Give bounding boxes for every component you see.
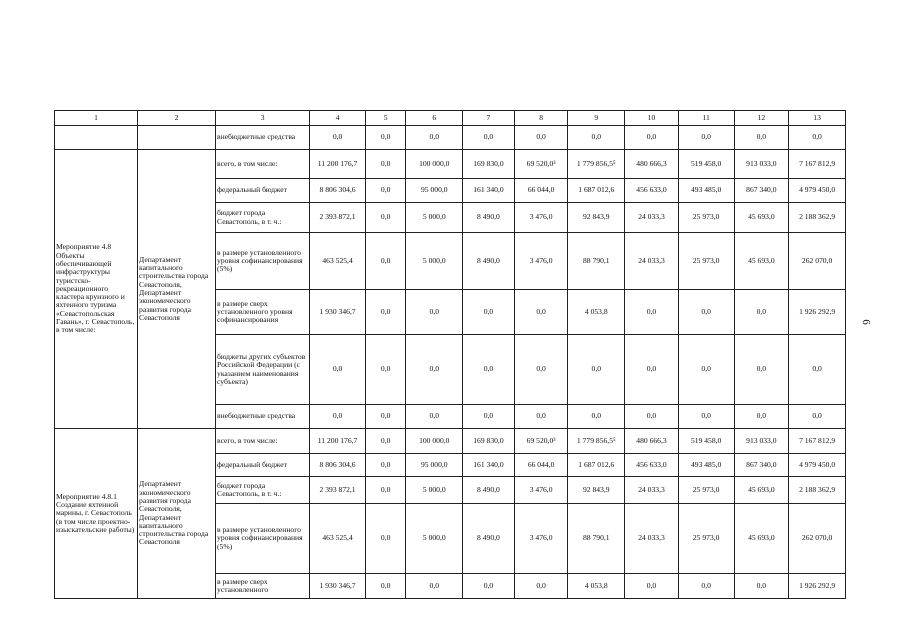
measure-name-cell: Мероприятие 4.8.1 Создание яхтенной марины, г. Севастополь (в том числе проектно-изыскательские работы)	[55, 429, 138, 599]
value-cell: 0,0	[678, 574, 734, 599]
value-cell: 5 000,0	[406, 504, 463, 574]
value-cell: 1 779 856,5⁵	[568, 150, 625, 179]
value-cell: 8 806 304,6	[310, 179, 366, 203]
header-cell: 2	[138, 111, 216, 126]
value-cell: 0,0	[625, 335, 679, 405]
value-cell: 519 458,0	[678, 150, 734, 179]
value-cell: 0,0	[365, 126, 406, 150]
value-cell: 2 393 872,1	[310, 203, 366, 233]
value-cell: 8 490,0	[463, 477, 515, 504]
value-cell: 5 000,0	[406, 203, 463, 233]
funding-source-cell: федеральный бюджет	[216, 179, 310, 203]
value-cell: 7 167 812,9	[789, 429, 846, 454]
header-cell: 6	[406, 111, 463, 126]
value-cell: 25 973,0	[678, 203, 734, 233]
value-cell: 0,0	[678, 290, 734, 335]
value-cell: 0,0	[678, 126, 734, 150]
value-cell: 92 843,9	[568, 203, 625, 233]
value-cell: 0,0	[365, 429, 406, 454]
value-cell: 0,0	[463, 126, 515, 150]
value-cell: 0,0	[406, 574, 463, 599]
value-cell: 0,0	[625, 290, 679, 335]
value-cell: 0,0	[678, 335, 734, 405]
value-cell: 8 490,0	[463, 504, 515, 574]
value-cell: 0,0	[734, 574, 789, 599]
value-cell: 8 806 304,6	[310, 454, 366, 477]
funding-source-cell: бюджеты других субъектов Российской Федерации (с указанием наименования субъекта)	[216, 335, 310, 405]
value-cell: 3 476,0	[514, 203, 568, 233]
value-cell: 867 340,0	[734, 454, 789, 477]
table-row	[55, 150, 846, 179]
value-cell: 0,0	[310, 335, 366, 405]
value-cell: 0,0	[365, 477, 406, 504]
value-cell: 867 340,0	[734, 179, 789, 203]
page-number: 6	[859, 319, 872, 325]
value-cell: 0,0	[789, 126, 846, 150]
value-cell: 25 973,0	[678, 477, 734, 504]
value-cell: 0,0	[365, 290, 406, 335]
header-cell: 12	[734, 111, 789, 126]
value-cell: 0,0	[514, 335, 568, 405]
value-cell: 4 053,8	[568, 574, 625, 599]
header-row	[55, 111, 846, 126]
department-cell: Департамент капитального строительства города Севастополя, Департамент экономического развития города Севастополя	[138, 150, 216, 429]
value-cell: 69 520,0³	[514, 150, 568, 179]
value-cell: 262 070,0	[789, 504, 846, 574]
value-cell: 0,0	[365, 335, 406, 405]
budget-table	[54, 110, 846, 599]
header-cell: 5	[365, 111, 406, 126]
header-cell: 3	[216, 111, 310, 126]
value-cell: 1 930 346,7	[310, 290, 366, 335]
value-cell: 25 973,0	[678, 233, 734, 290]
value-cell: 95 000,0	[406, 454, 463, 477]
value-cell: 0,0	[568, 126, 625, 150]
header-cell: 13	[789, 111, 846, 126]
value-cell: 0,0	[406, 335, 463, 405]
value-cell: 100 000,0	[406, 150, 463, 179]
value-cell: 463 525,4	[310, 504, 366, 574]
value-cell: 0,0	[514, 574, 568, 599]
header-cell: 11	[678, 111, 734, 126]
value-cell: 0,0	[365, 179, 406, 203]
value-cell: 0,0	[734, 335, 789, 405]
funding-source-cell: внебюджетные средства	[216, 126, 310, 150]
value-cell: 456 633,0	[625, 454, 679, 477]
empty-cell	[55, 126, 138, 150]
value-cell: 5 000,0	[406, 477, 463, 504]
value-cell: 0,0	[514, 290, 568, 335]
value-cell: 1 687 012,6	[568, 454, 625, 477]
value-cell: 8 490,0	[463, 203, 515, 233]
value-cell: 0,0	[514, 126, 568, 150]
value-cell: 25 973,0	[678, 504, 734, 574]
value-cell: 95 000,0	[406, 179, 463, 203]
value-cell: 169 830,0	[463, 150, 515, 179]
value-cell: 0,0	[365, 405, 406, 429]
value-cell: 0,0	[365, 150, 406, 179]
value-cell: 262 070,0	[789, 233, 846, 290]
funding-source-cell: внебюджетные средства	[216, 405, 310, 429]
value-cell: 45 693,0	[734, 504, 789, 574]
value-cell: 0,0	[310, 126, 366, 150]
value-cell: 463 525,4	[310, 233, 366, 290]
funding-source-cell: всего, в том числе:	[216, 150, 310, 179]
value-cell: 7 167 812,9	[789, 150, 846, 179]
table-row	[55, 126, 846, 150]
value-cell: 0,0	[463, 335, 515, 405]
value-cell: 0,0	[625, 126, 679, 150]
value-cell: 480 666,3	[625, 150, 679, 179]
value-cell: 8 490,0	[463, 233, 515, 290]
header-cell: 8	[514, 111, 568, 126]
department-cell: Департамент экономического развития города Севастополя, Департамент капитального строительства города Севастополя	[138, 429, 216, 599]
value-cell: 0,0	[310, 405, 366, 429]
value-cell: 24 033,3	[625, 233, 679, 290]
value-cell: 0,0	[365, 504, 406, 574]
value-cell: 456 633,0	[625, 179, 679, 203]
value-cell: 161 340,0	[463, 179, 515, 203]
header-cell: 4	[310, 111, 366, 126]
value-cell: 4 979 450,0	[789, 454, 846, 477]
value-cell: 69 520,0³	[514, 429, 568, 454]
value-cell: 0,0	[406, 405, 463, 429]
value-cell: 45 693,0	[734, 477, 789, 504]
value-cell: 0,0	[406, 126, 463, 150]
value-cell: 519 458,0	[678, 429, 734, 454]
value-cell: 0,0	[568, 335, 625, 405]
value-cell: 24 033,3	[625, 203, 679, 233]
value-cell: 480 666,3	[625, 429, 679, 454]
table-row	[55, 429, 846, 454]
value-cell: 1 687 012,6	[568, 179, 625, 203]
value-cell: 0,0	[625, 574, 679, 599]
value-cell: 493 485,0	[678, 454, 734, 477]
value-cell: 0,0	[789, 405, 846, 429]
value-cell: 0,0	[789, 335, 846, 405]
value-cell: 66 044,0	[514, 454, 568, 477]
value-cell: 11 200 176,7	[310, 429, 366, 454]
funding-source-cell: в размере установленного уровня софинансирования (5%)	[216, 233, 310, 290]
funding-source-cell: федеральный бюджет	[216, 454, 310, 477]
value-cell: 0,0	[365, 203, 406, 233]
funding-source-cell: бюджет города Севастополь, в т. ч.:	[216, 477, 310, 504]
funding-source-cell: в размере установленного уровня софинансирования (5%)	[216, 504, 310, 574]
value-cell: 92 843,9	[568, 477, 625, 504]
value-cell: 45 693,0	[734, 233, 789, 290]
value-cell: 88 790,1	[568, 504, 625, 574]
header-cell: 1	[55, 111, 138, 126]
value-cell: 0,0	[365, 233, 406, 290]
value-cell: 0,0	[514, 405, 568, 429]
header-cell: 7	[463, 111, 515, 126]
value-cell: 0,0	[734, 126, 789, 150]
value-cell: 4 979 450,0	[789, 179, 846, 203]
value-cell: 913 033,0	[734, 150, 789, 179]
measure-name-cell: Мероприятие 4.8 Объекты обеспечивающей инфраструктуры туристско-рекреационного кластера круизного и яхтенного туризма «Севастопольская Гавань», г. Севастополь, в том числе:	[55, 150, 138, 429]
value-cell: 1 930 346,7	[310, 574, 366, 599]
value-cell: 0,0	[365, 454, 406, 477]
header-cell: 9	[568, 111, 625, 126]
value-cell: 2 188 362,9	[789, 203, 846, 233]
value-cell: 66 044,0	[514, 179, 568, 203]
value-cell: 4 053,8	[568, 290, 625, 335]
value-cell: 161 340,0	[463, 454, 515, 477]
value-cell: 1 926 292,9	[789, 290, 846, 335]
funding-source-cell: всего, в том числе:	[216, 429, 310, 454]
value-cell: 0,0	[463, 574, 515, 599]
value-cell: 0,0	[568, 405, 625, 429]
value-cell: 493 485,0	[678, 179, 734, 203]
value-cell: 0,0	[463, 405, 515, 429]
value-cell: 169 830,0	[463, 429, 515, 454]
value-cell: 0,0	[734, 290, 789, 335]
value-cell: 0,0	[406, 290, 463, 335]
value-cell: 3 476,0	[514, 477, 568, 504]
header-cell: 10	[625, 111, 679, 126]
empty-cell	[138, 126, 216, 150]
funding-source-cell: в размере сверх установленного	[216, 574, 310, 599]
value-cell: 0,0	[463, 290, 515, 335]
value-cell: 11 200 176,7	[310, 150, 366, 179]
value-cell: 1 779 856,5⁵	[568, 429, 625, 454]
value-cell: 88 790,1	[568, 233, 625, 290]
value-cell: 0,0	[365, 574, 406, 599]
value-cell: 3 476,0	[514, 233, 568, 290]
value-cell: 0,0	[625, 405, 679, 429]
value-cell: 2 188 362,9	[789, 477, 846, 504]
value-cell: 0,0	[734, 405, 789, 429]
value-cell: 0,0	[678, 405, 734, 429]
value-cell: 24 033,3	[625, 477, 679, 504]
value-cell: 45 693,0	[734, 203, 789, 233]
value-cell: 913 033,0	[734, 429, 789, 454]
value-cell: 2 393 872,1	[310, 477, 366, 504]
funding-source-cell: бюджет города Севастополь, в т. ч.:	[216, 203, 310, 233]
funding-source-cell: в размере сверх установленного уровня софинансирования	[216, 290, 310, 335]
value-cell: 100 000,0	[406, 429, 463, 454]
value-cell: 3 476,0	[514, 504, 568, 574]
value-cell: 5 000,0	[406, 233, 463, 290]
value-cell: 1 926 292,9	[789, 574, 846, 599]
value-cell: 24 033,3	[625, 504, 679, 574]
